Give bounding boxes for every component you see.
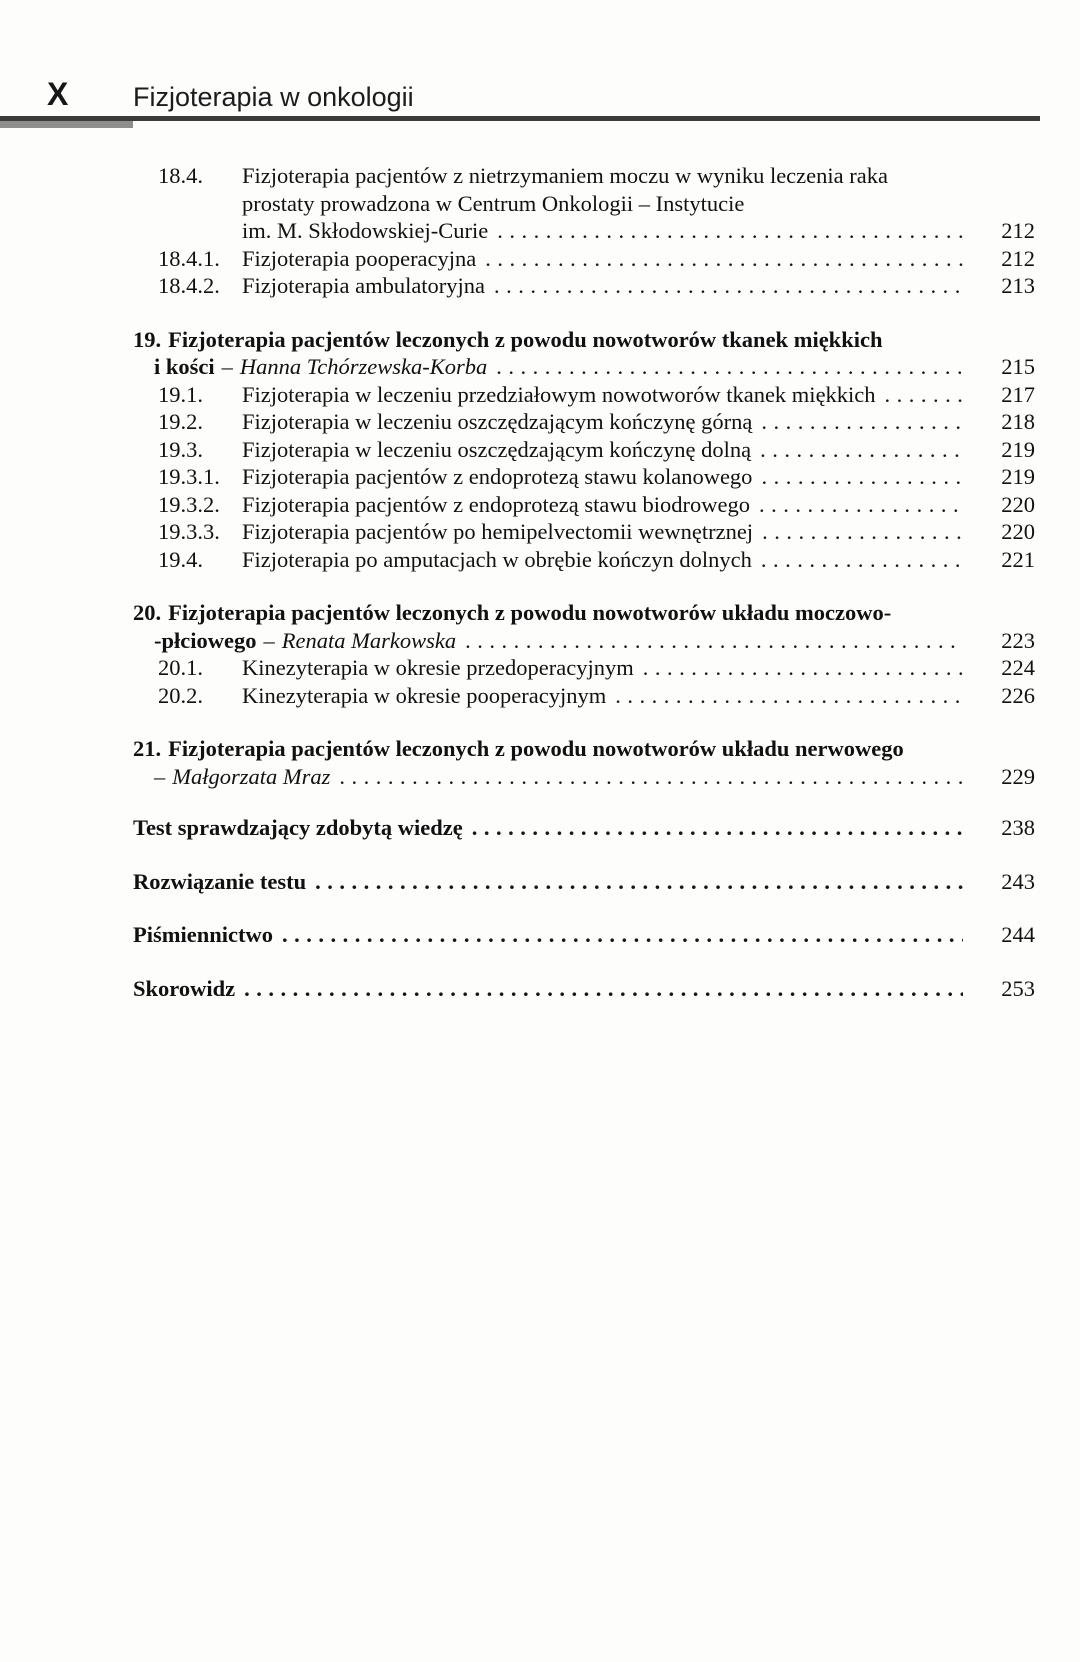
- table-of-contents: [133, 162, 1035, 1002]
- entry-title: prostaty prowadzona w Centrum Onkologii – Instytucie: [242, 190, 745, 216]
- entry-title: Fizjoterapia pacjentów z nietrzymaniem moczu w wyniku leczenia raka: [242, 163, 888, 188]
- toc-entry-19-3-1: [158, 463, 1035, 491]
- entry-number: 19.3.2.: [158, 491, 220, 517]
- backmatter-label: Rozwiązanie testu: [133, 868, 307, 894]
- chapter-title: Fizjoterapia pacjentów leczonych z powodu nowotworów tkanek miękkich: [168, 326, 883, 352]
- dot-leader: [496, 353, 963, 381]
- dot-leader: [472, 814, 963, 842]
- toc-chapter-19-line2: [154, 353, 1035, 381]
- page-number: 219: [1001, 464, 1035, 489]
- chapter-author: Hanna Tchórzewska-Korba: [239, 354, 488, 379]
- chapter-author: Małgorzata Mraz: [172, 763, 331, 789]
- dot-leader: [615, 682, 963, 710]
- page-number: 212: [1001, 218, 1035, 243]
- backmatter-answers: [133, 868, 1035, 896]
- toc-chapter-20-line2: [154, 627, 1035, 655]
- entry-title: Fizjoterapia pacjentów z endoprotezą stawu biodrowego: [242, 491, 750, 517]
- toc-chapter-19-line1: [133, 326, 1035, 354]
- entry-title: Fizjoterapia pacjentów po hemipelvectomii wewnętrznej: [242, 519, 754, 544]
- toc-entry-19-3-2: [158, 491, 1035, 519]
- entry-title: Fizjoterapia pooperacyjna: [242, 245, 477, 271]
- page-number: 243: [1001, 868, 1035, 894]
- page-number: 220: [1001, 491, 1035, 517]
- entry-number: 18.4.2.: [158, 273, 220, 298]
- page-number: 220: [1001, 519, 1035, 544]
- toc-entry-19-1: [158, 381, 1035, 409]
- dot-leader: [282, 921, 963, 949]
- dot-leader: [497, 217, 963, 245]
- chapter-title: Fizjoterapia pacjentów leczonych z powodu nowotworów układu moczowo-: [168, 600, 892, 625]
- dot-leader: [761, 463, 963, 491]
- entry-title: Fizjoterapia w leczeniu oszczędzającym kończynę dolną: [242, 436, 752, 462]
- chapter-title-continued: -płciowego: [154, 627, 257, 653]
- chapter-author: Renata Markowska: [281, 627, 457, 653]
- entry-title: im. M. Skłodowskiej-Curie: [242, 218, 489, 243]
- header-book-title: Fizjoterapia w onkologii: [133, 82, 414, 112]
- dot-leader: [759, 491, 963, 519]
- toc-entry-18-4-2: [158, 272, 1035, 300]
- toc-entry-20-1: [158, 654, 1035, 682]
- entry-number: 19.3.1.: [158, 464, 220, 489]
- author-dash: –: [221, 354, 233, 379]
- entry-number: 19.2.: [158, 409, 203, 434]
- page-number: 212: [1001, 245, 1035, 271]
- entry-title: Fizjoterapia po amputacjach w obrębie kończyn dolnych: [242, 546, 752, 572]
- entry-title: Fizjoterapia w leczeniu przedziałowym nowotworów tkanek miękkich: [242, 381, 876, 407]
- entry-number: 19.3.: [158, 436, 203, 462]
- entry-number: 19.4.: [158, 546, 203, 572]
- dot-leader: [885, 381, 963, 409]
- header-roman-page-number: X: [47, 76, 69, 112]
- page-number: 221: [1001, 546, 1035, 572]
- toc-entry-19-3: [158, 436, 1035, 464]
- entry-number: 18.4.1.: [158, 245, 220, 271]
- chapter-number: 20.: [133, 600, 162, 625]
- dot-leader: [762, 518, 963, 546]
- page-number: 213: [1001, 273, 1035, 298]
- backmatter-test: [133, 814, 1035, 842]
- entry-title: Kinezyterapia w okresie przedoperacyjnym: [242, 655, 634, 680]
- backmatter-label: Skorowidz: [133, 975, 236, 1001]
- dot-leader: [643, 654, 963, 682]
- page-number: 215: [1001, 354, 1035, 379]
- entry-title: Fizjoterapia ambulatoryjna: [242, 273, 486, 298]
- dot-leader: [485, 245, 963, 273]
- page-number: 224: [1001, 655, 1035, 680]
- entry-number: 18.4.: [158, 163, 203, 188]
- toc-chapter-20-line1: [133, 599, 1035, 627]
- toc-entry-20-2: [158, 682, 1035, 710]
- page-number: 229: [1001, 763, 1035, 789]
- page-number: 253: [1001, 975, 1035, 1001]
- page-number: 244: [1001, 922, 1035, 947]
- backmatter-label: Piśmiennictwo: [133, 922, 273, 947]
- toc-entry-19-3-3: [158, 518, 1035, 546]
- dot-leader: [339, 763, 963, 791]
- chapter-title: Fizjoterapia pacjentów leczonych z powodu nowotworów układu nerwowego: [168, 736, 904, 761]
- toc-entry-19-2: [158, 408, 1035, 436]
- toc-entry-18-4-line2: [158, 190, 1035, 218]
- page-number: 223: [1001, 627, 1035, 653]
- toc-chapter-21-line2: [154, 763, 1035, 791]
- toc-entry-18-4-line3: [158, 217, 1035, 245]
- toc-entry-18-4-1: [158, 245, 1035, 273]
- author-dash: –: [263, 627, 275, 653]
- toc-chapter-21-line1: [133, 735, 1035, 763]
- dot-leader: [244, 975, 963, 1003]
- page-number: 226: [1001, 682, 1035, 708]
- dot-leader: [761, 408, 963, 436]
- dot-leader: [760, 436, 963, 464]
- header-rule-line: [0, 116, 1040, 121]
- page-number: 217: [1001, 381, 1035, 407]
- dot-leader: [761, 546, 963, 574]
- entry-title: Fizjoterapia pacjentów z endoprotezą stawu kolanowego: [242, 464, 753, 489]
- entry-title: Kinezyterapia w okresie pooperacyjnym: [242, 682, 607, 708]
- chapter-number: 19.: [133, 326, 162, 352]
- page-number: 238: [1001, 815, 1035, 840]
- dot-leader: [494, 272, 963, 300]
- dot-leader: [465, 627, 963, 655]
- entry-number: 20.2.: [158, 682, 203, 708]
- page-number: 219: [1001, 436, 1035, 462]
- entry-number: 19.3.3.: [158, 519, 220, 544]
- page-number: 218: [1001, 409, 1035, 434]
- toc-entry-18-4-line1: [158, 162, 1035, 190]
- chapter-number: 21.: [133, 736, 162, 761]
- author-dash: –: [154, 763, 166, 789]
- toc-entry-19-4: [158, 546, 1035, 574]
- dot-leader: [315, 868, 963, 896]
- backmatter-label: Test sprawdzający zdobytą wiedzę: [133, 815, 463, 840]
- entry-title: Fizjoterapia w leczeniu oszczędzającym kończynę górną: [242, 409, 753, 434]
- chapter-title-continued: i kości: [154, 354, 215, 379]
- backmatter-index: [133, 975, 1035, 1003]
- backmatter-bibliography: [133, 921, 1035, 949]
- entry-number: 19.1.: [158, 381, 203, 407]
- entry-number: 20.1.: [158, 655, 203, 680]
